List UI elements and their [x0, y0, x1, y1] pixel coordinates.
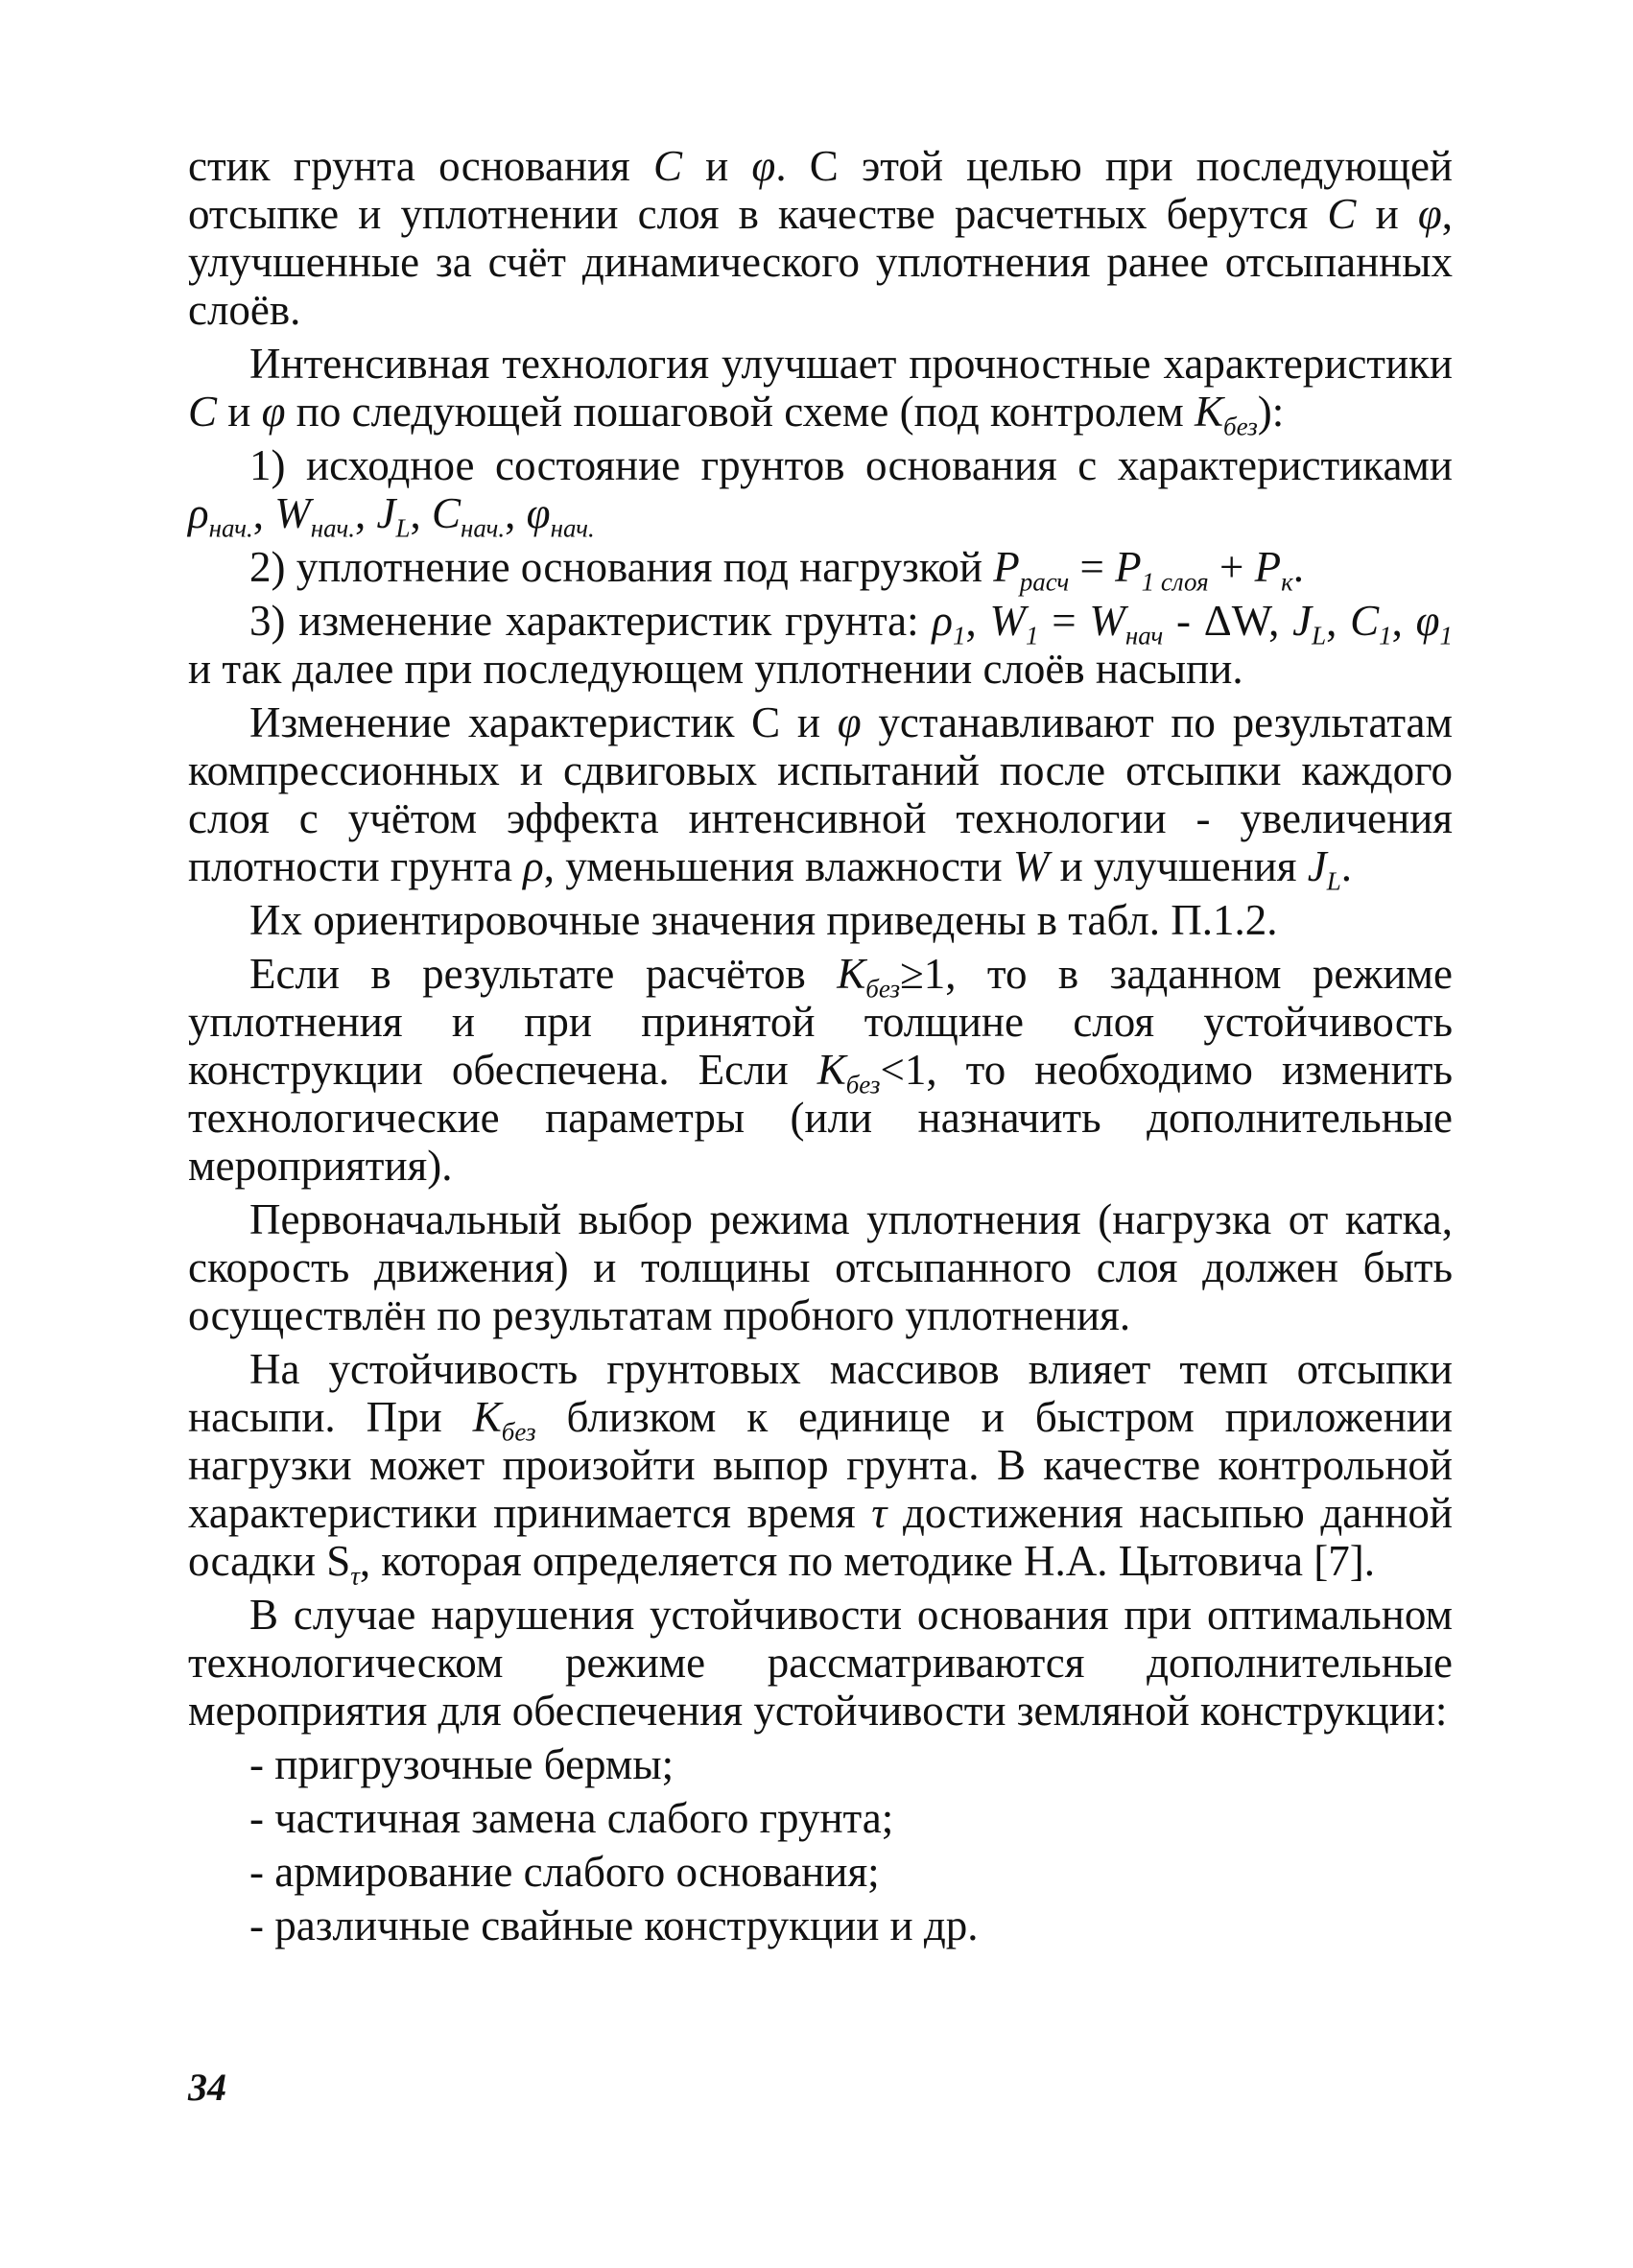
paragraph-1: стик грунта основания C и φ. С этой целью при последующей отсыпке и уплотнении слоя в качестве расчетных берутся C и φ, улучшенные за счёт динамического уплотнения ранее отсыпанных слоёв.	[188, 142, 1453, 334]
measure-item: - различные свайные конструкции и др.	[249, 1902, 979, 1949]
measure-item: - частичная замена слабого грунта;	[249, 1794, 894, 1842]
paragraph-2: Интенсивная технология улучшает прочностные характеристики C и φ по следующей пошаговой схеме (под контролем $K_{без}$):	[188, 340, 1453, 441]
body-text	[188, 142, 1453, 1955]
step-2: 2) уплотнение основания под нагрузкой $P_{расч} = P_{1 слоя} + P_к$.	[249, 543, 1304, 597]
paragraph-5: Если в результате расчётов $K_{без}\ge 1$, то в заданном режиме уплотнения и при принятой толщине слоя устойчивость конструкции обеспечена. Если $K_{без}<1$, то необходимо изменить технологические параметры (или назначить дополнительные мероприятия).	[188, 950, 1453, 1190]
step-1: 1) исходное состояние грунтов основания с характеристиками $\rho_{нач.}$, $W_{нач.}$, $J_L$, $C_{нач.}$, $\varphi_{нач.}$	[188, 441, 1453, 543]
paragraph-7: На устойчивость грунтовых массивов влияет темп отсыпки насыпи. При $K_{без}$ близком к единице и быстром приложении нагрузки может произойти выпор грунта. В качестве контрольной характеристики принимается время τ достижения насыпью данной осадки $S_\tau$, которая определяется по методике Н.А. Цытовича [7].	[188, 1345, 1454, 1591]
page-number: 34	[188, 2066, 226, 2109]
paragraph-8: В случае нарушения устойчивости основания при оптимальном технологическом режиме рассматриваются дополнительные мероприятия для обеспечения устойчивости земляной конструкции:	[188, 1591, 1453, 1735]
paragraph-3: Изменение характеристик С и φ устанавливают по результатам компрессионных и сдвиговых испытаний после отсыпки каждого слоя с учётом эффекта интенсивной технологии - увеличения плотности грунта ρ, уменьшения влажности W и улучшения $J_L$.	[188, 698, 1453, 896]
measure-item: - пригрузочные бермы;	[249, 1740, 674, 1788]
step-3: 3) изменение характеристик грунта: $\rho_1$, $W_1 = W_{нач} - \Delta W$, $J_L$, $C_1$, $\varphi_1$ и так далее при последующем уплотнении слоёв насыпи.	[188, 597, 1454, 693]
measure-item: - армирование слабого основания;	[249, 1848, 880, 1896]
paragraph-4: Их ориентировочные значения приведены в табл. П.1.2.	[249, 896, 1278, 944]
paragraph-6: Первоначальный выбор режима уплотнения (нагрузка от катка, скорость движения) и толщины отсыпанного слоя должен быть осуществлён по результатам пробного уплотнения.	[188, 1195, 1453, 1339]
